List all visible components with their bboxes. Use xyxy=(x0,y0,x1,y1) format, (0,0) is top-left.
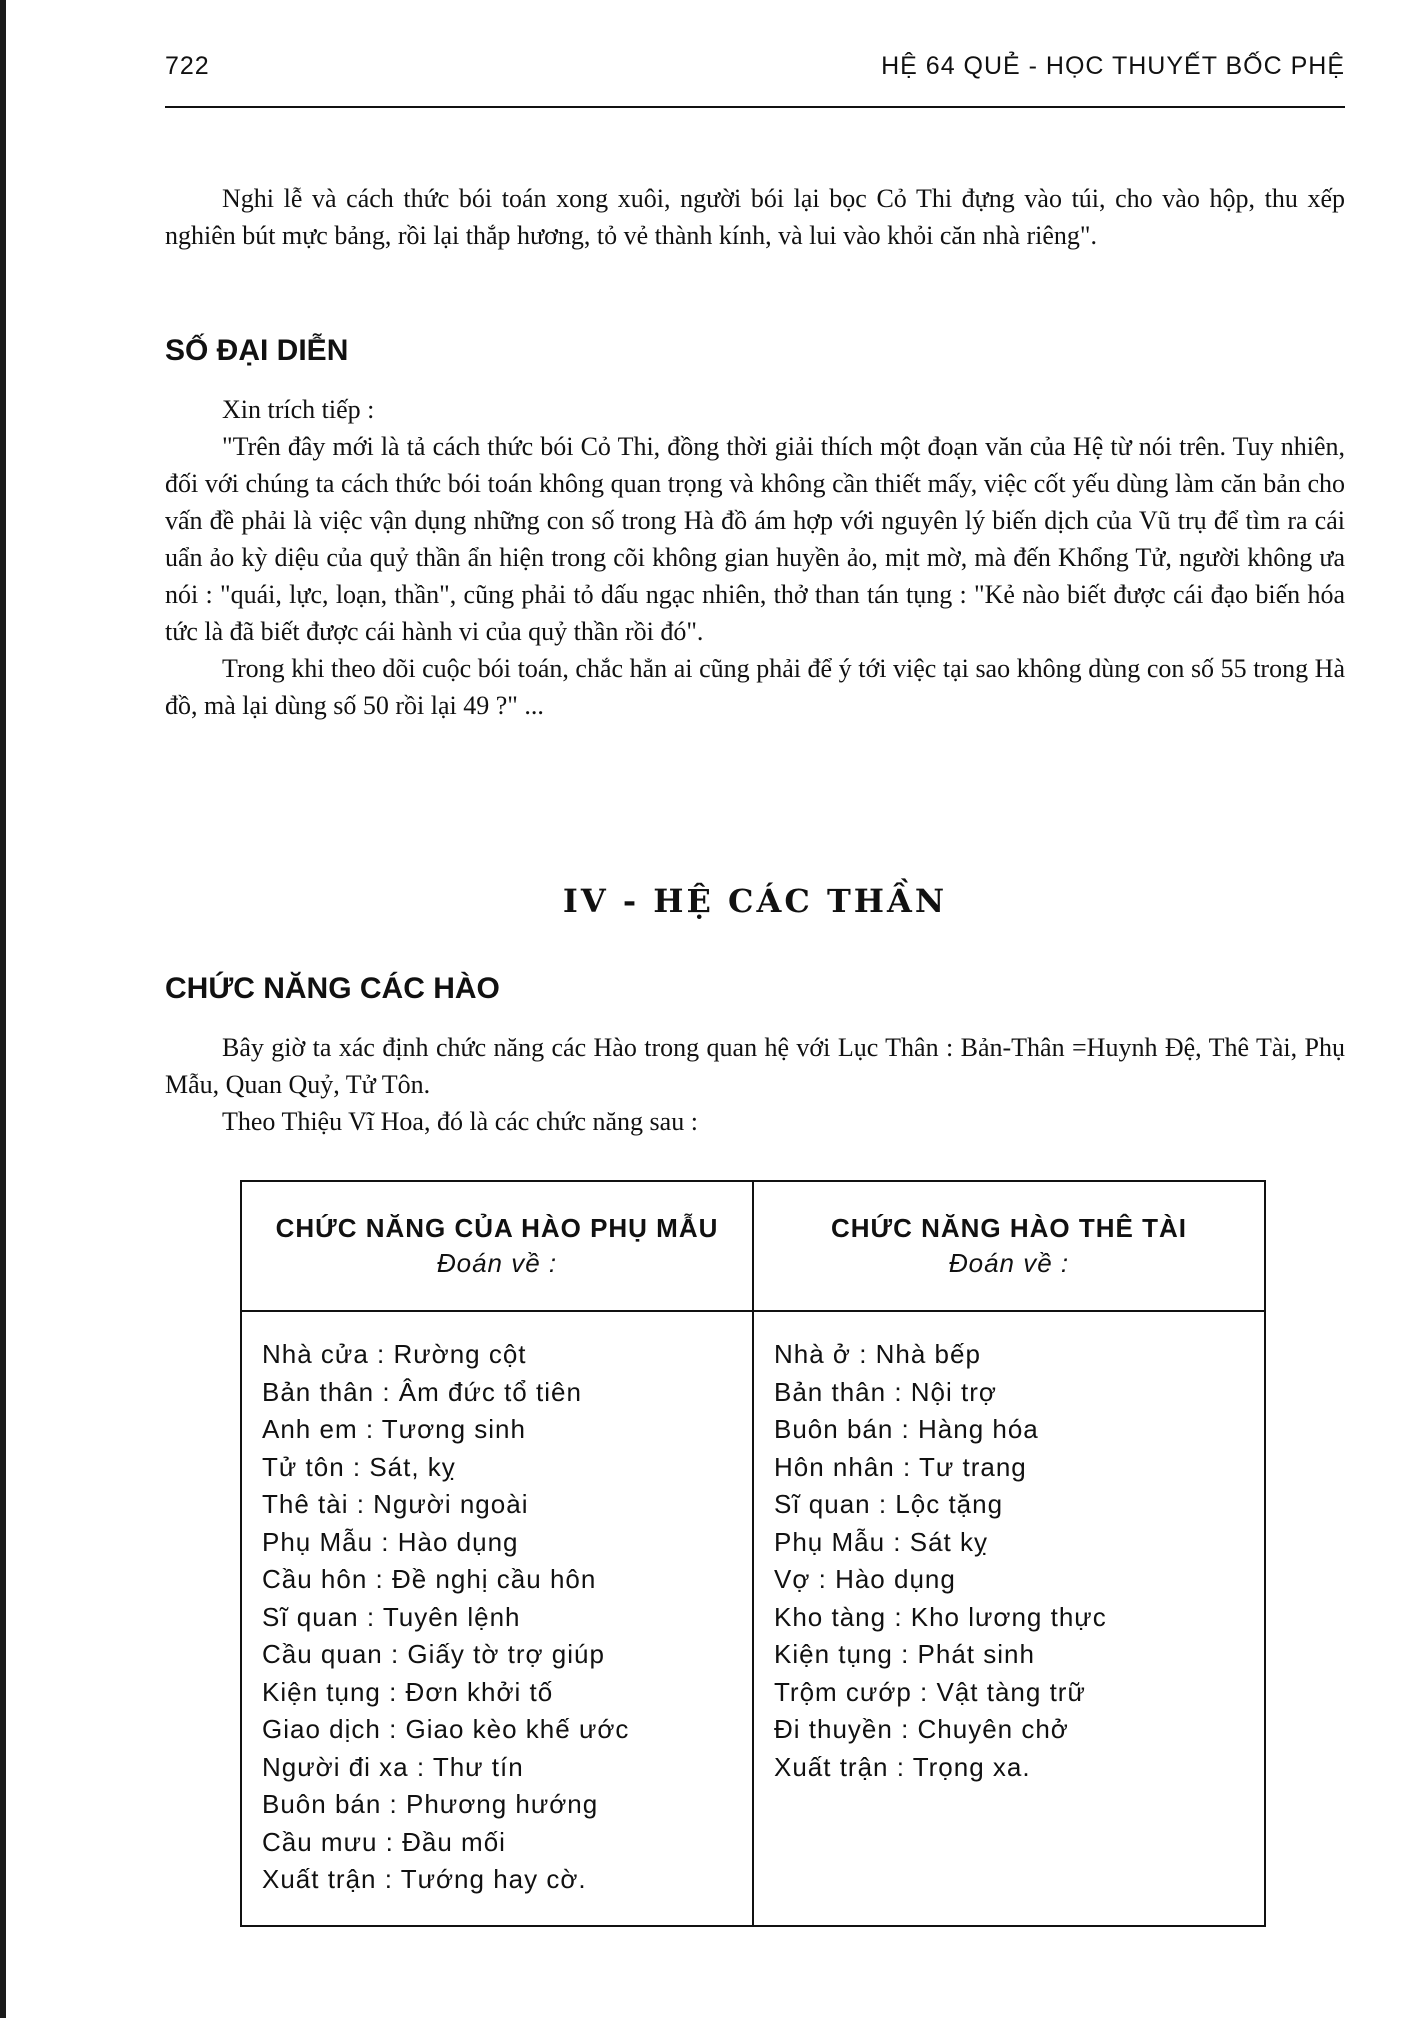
column-header-phu-mau xyxy=(241,1181,753,1311)
header-rule xyxy=(165,106,1345,108)
function-list-phu-mau xyxy=(262,1336,732,1899)
list-item: Cầu quan : Giấy tờ trợ giúp xyxy=(262,1639,605,1669)
page-left-edge xyxy=(0,0,6,2018)
intro-paragraph: Nghi lễ và cách thức bói toán xong xuôi, người bói lại bọc Cỏ Thi đựng vào túi, cho vào hộp, thu xếp nghiên bút mực bảng, rồi lại thắp hương, tỏ vẻ thành kính, và lui vào khỏi căn nhà riêng". xyxy=(165,184,1345,250)
list-item: Buôn bán : Phương hướng xyxy=(262,1789,599,1819)
column-header-the-tai xyxy=(753,1181,1265,1311)
list-item: Sĩ quan : Tuyên lệnh xyxy=(262,1601,521,1632)
paragraph: Theo Thiệu Vĩ Hoa, đó là các chức năng sau : xyxy=(222,1107,698,1136)
list-item: Đi thuyền : Chuyên chở xyxy=(774,1714,1069,1744)
table-header-row xyxy=(241,1181,1265,1311)
paragraph: "Trên đây mới là tả cách thức bói Cỏ Thi, đồng thời giải thích một đoạn văn của Hệ từ nói trên. Tuy nhiên, đối với chúng ta cách thức bói toán không quan trọng và không cần thiết mấy, việc cốt yếu dùng làm căn bản cho vấn đề phải là việc vận dụng những con số trong Hà đồ ám hợp với nguyên lý biến dịch của Vũ trụ để tìm ra cái uẩn ảo kỳ diệu của quỷ thần ẩn hiện trong cõi không gian huyền ảo, mịt mờ, mà đến Khổng Tử, người không ưa nói : "quái, lực, loạn, thần", cũng phải tỏ dấu ngạc nhiên, thở than tán tụng : "Kẻ nào biết được cái đạo biến hóa tức là đã biết được cái hành vi của quỷ thần rồi đó". xyxy=(165,432,1345,646)
column-cell-the-tai xyxy=(753,1311,1265,1926)
list-item: Xuất trận : Trọng xa. xyxy=(774,1751,1031,1782)
list-item: Người đi xa : Thư tín xyxy=(262,1751,524,1782)
chapter-title: IV - HỆ CÁC THẦN xyxy=(562,882,948,920)
list-item: Giao dịch : Giao kèo khế ước xyxy=(262,1714,630,1744)
paragraph: Bây giờ ta xác định chức năng các Hào trong quan hệ với Lục Thân : Bản-Thân =Huynh Đệ, Thê Tài, Phụ Mẫu, Quan Quỷ, Tử Tôn. xyxy=(165,1033,1345,1099)
list-item: Phụ Mẫu : Sát kỵ xyxy=(774,1526,988,1557)
list-item: Sĩ quan : Lộc tặng xyxy=(774,1489,1004,1519)
list-item: Cầu hôn : Đề nghị cầu hôn xyxy=(262,1564,597,1594)
column-title: CHỨC NĂNG CỦA HÀO PHỤ MẪU xyxy=(275,1213,719,1243)
column-title: CHỨC NĂNG HÀO THÊ TÀI xyxy=(830,1213,1187,1243)
list-item: Cầu mưu : Đầu mối xyxy=(262,1826,506,1857)
intro-paragraph-block xyxy=(165,180,1345,254)
functions-table xyxy=(240,1180,1266,1927)
chuc-nang-text xyxy=(165,1029,1345,1140)
so-dai-dien-text xyxy=(165,391,1345,724)
section-heading-chuc-nang: CHỨC NĂNG CÁC HÀO xyxy=(165,972,500,1005)
list-item: Anh em : Tương sinh xyxy=(262,1414,526,1444)
list-item: Bản thân : Âm đức tổ tiên xyxy=(262,1376,582,1407)
running-title: HỆ 64 QUẺ - HỌC THUYẾT BỐC PHỆ xyxy=(881,52,1345,80)
paragraph: Trong khi theo dõi cuộc bói toán, chắc hẳn ai cũng phải để ý tới việc tại sao không dùng con số 55 trong Hà đồ, mà lại dùng số 50 rồi lại 49 ?" ... xyxy=(165,654,1345,720)
list-item: Kiện tụng : Phát sinh xyxy=(774,1639,1035,1669)
list-item: Nhà cửa : Rường cột xyxy=(262,1339,527,1369)
list-item: Buôn bán : Hàng hóa xyxy=(774,1414,1039,1444)
section-heading-so-dai-dien: SỐ ĐẠI DIỄN xyxy=(165,334,349,367)
page-header xyxy=(165,48,1345,88)
column-subtitle: Đoán về : xyxy=(948,1248,1070,1278)
table-body-row xyxy=(241,1311,1265,1926)
list-item: Xuất trận : Tướng hay cờ. xyxy=(262,1864,587,1894)
page-number: 722 xyxy=(165,52,210,80)
list-item: Kho tàng : Kho lương thực xyxy=(774,1601,1107,1632)
list-item: Trộm cướp : Vật tàng trữ xyxy=(774,1676,1086,1707)
column-subtitle: Đoán về : xyxy=(436,1248,558,1278)
column-cell-phu-mau xyxy=(241,1311,753,1926)
list-item: Bản thân : Nội trợ xyxy=(774,1376,997,1407)
paragraph: Xin trích tiếp : xyxy=(222,395,375,424)
list-item: Vợ : Hào dụng xyxy=(774,1564,956,1594)
list-item: Kiện tụng : Đơn khởi tố xyxy=(262,1676,554,1707)
list-item: Thê tài : Người ngoài xyxy=(262,1489,529,1519)
list-item: Phụ Mẫu : Hào dụng xyxy=(262,1526,519,1557)
function-list-the-tai xyxy=(774,1336,1244,1786)
list-item: Nhà ở : Nhà bếp xyxy=(774,1339,981,1369)
list-item: Hôn nhân : Tư trang xyxy=(774,1451,1027,1482)
list-item: Tử tôn : Sát, kỵ xyxy=(262,1451,456,1482)
